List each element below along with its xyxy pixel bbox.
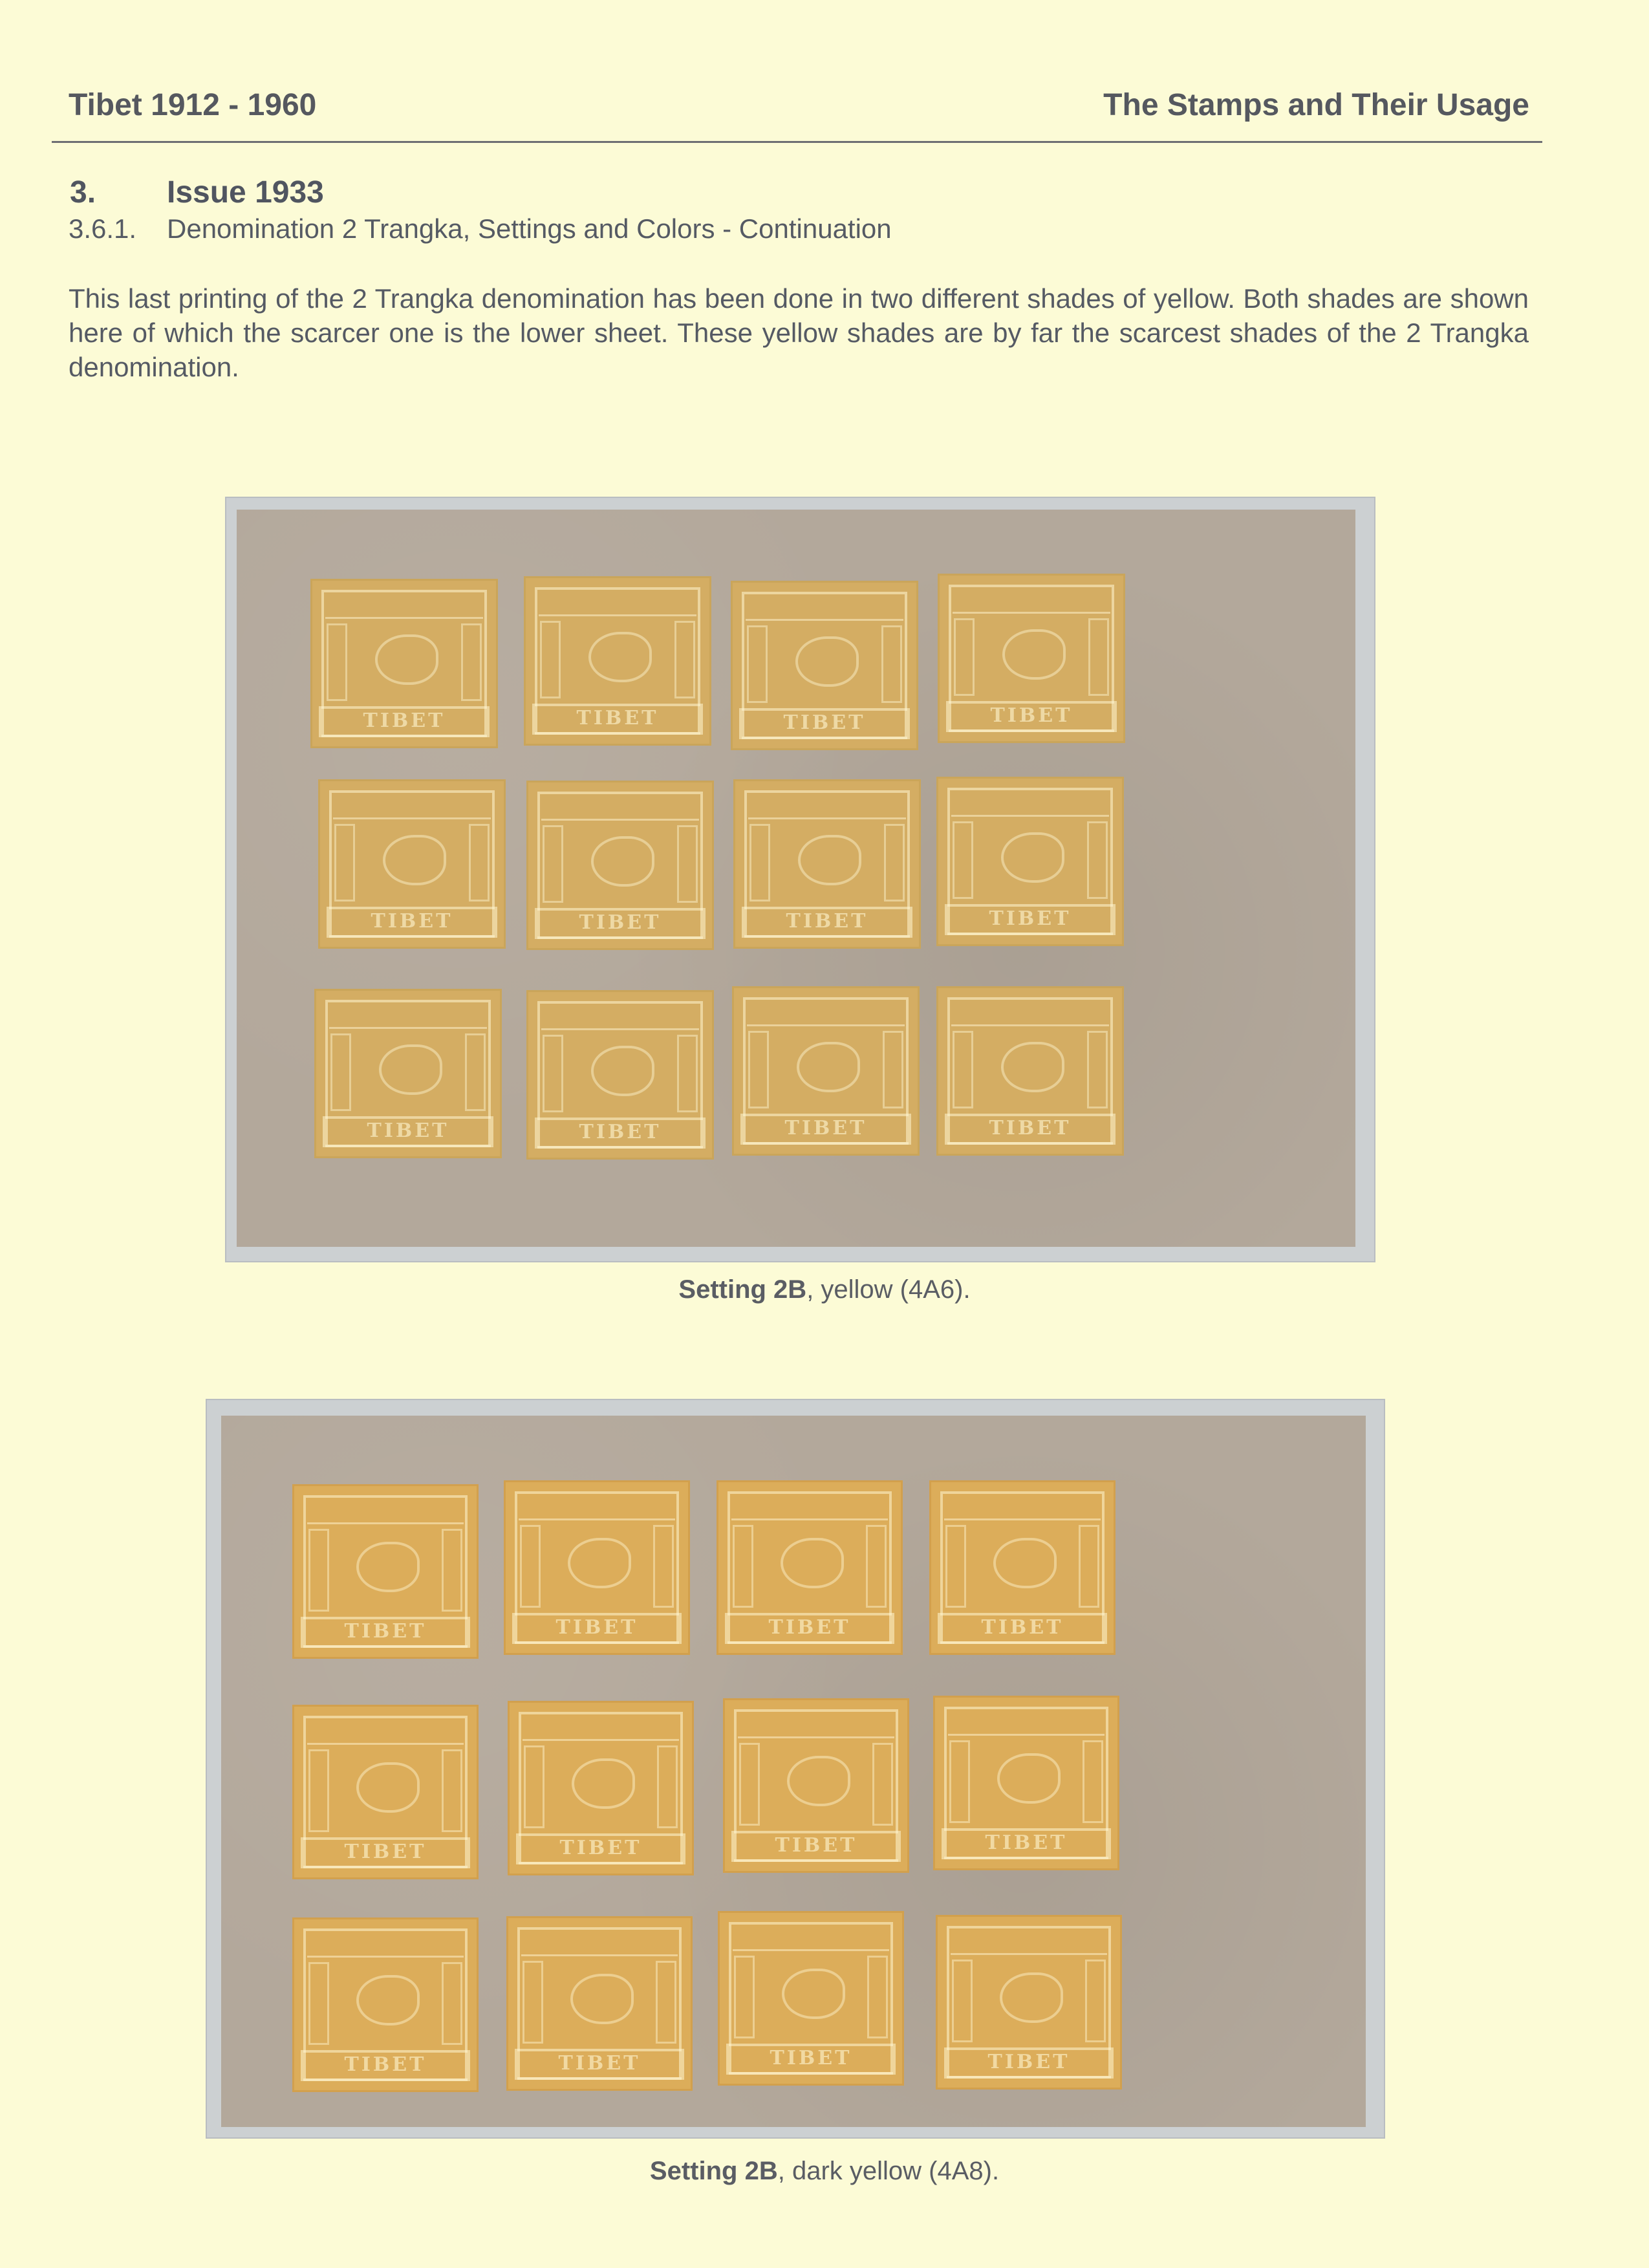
stamp-side-panel — [461, 623, 482, 701]
stamp-inscription-band — [307, 1721, 464, 1745]
stamp-side-panel — [543, 825, 563, 903]
stamp-side-panel — [543, 1035, 563, 1112]
stamp-tibet-label: TIBET — [726, 2044, 896, 2075]
stamp-side-panel — [308, 1749, 329, 1832]
stamp — [717, 1480, 903, 1655]
caption-color: , dark yellow (4A8). — [777, 2157, 1000, 2185]
stamp-inscription-band — [747, 1002, 905, 1026]
stamp-side-panel — [1083, 1740, 1103, 1823]
snow-lion-icon — [591, 836, 654, 887]
snow-lion-icon — [356, 1542, 420, 1592]
stamp-side-panel — [734, 1956, 755, 2038]
stamp-inscription-band — [953, 590, 1110, 614]
stamp-side-panel — [677, 1035, 698, 1112]
stamp-side-panel — [1079, 1525, 1099, 1608]
stamp-side-panel — [1085, 1960, 1106, 2042]
stamp-side-panel — [747, 625, 768, 703]
stamp-sheet-yellow — [226, 498, 1374, 1261]
stamp-inscription-band — [307, 1934, 464, 1958]
stamp-side-panel — [954, 618, 975, 696]
stamp-tibet-label: TIBET — [945, 1114, 1116, 1145]
caption-setting: Setting 2B — [649, 2157, 778, 2185]
stamp-tibet-label: TIBET — [301, 2050, 470, 2081]
stamp-side-panel — [867, 1956, 888, 2038]
caption-color: , yellow (4A6). — [806, 1275, 971, 1304]
stamp-side-panel — [442, 1529, 462, 1612]
stamp-inscription-band — [541, 797, 699, 821]
snow-lion-icon — [797, 1042, 860, 1092]
stamp-inscription-band — [746, 597, 903, 621]
stamp-tibet-label: TIBET — [946, 701, 1117, 732]
snow-lion-icon — [993, 1538, 1057, 1588]
stamp — [936, 986, 1124, 1156]
snow-lion-icon — [356, 1975, 420, 2025]
stamp-side-panel — [520, 1525, 541, 1608]
stamp-inscription-band — [519, 1496, 675, 1520]
stamp-tibet-label: TIBET — [938, 1613, 1107, 1644]
stamp-tibet-label: TIBET — [725, 1613, 894, 1644]
snow-lion-icon — [1001, 1042, 1064, 1092]
stamp — [938, 574, 1125, 743]
stamp — [318, 779, 506, 949]
stamp-inscription-band — [333, 795, 491, 819]
subsection-heading — [69, 213, 892, 244]
snow-lion-icon — [375, 634, 438, 685]
snow-lion-icon — [781, 1538, 844, 1588]
snow-lion-icon — [997, 1753, 1061, 1804]
stamp-side-panel — [733, 1525, 753, 1608]
snow-lion-icon — [1000, 1972, 1063, 2023]
snow-lion-icon — [356, 1762, 420, 1813]
stamp — [292, 1484, 479, 1659]
stamp — [929, 1480, 1116, 1655]
snow-lion-icon — [1002, 629, 1066, 680]
stamp — [292, 1917, 479, 2092]
stamp-inscription-band — [951, 1931, 1107, 1955]
stamp-side-panel — [308, 1529, 329, 1612]
stamp-tibet-label: TIBET — [301, 1617, 470, 1648]
stamp-tibet-label: TIBET — [516, 1833, 685, 1864]
stamp-tibet-label: TIBET — [532, 704, 703, 735]
stamp-tibet-label: TIBET — [301, 1837, 470, 1868]
stamp-side-panel — [442, 1962, 462, 2045]
header-title-right: The Stamps and Their Usage — [1103, 88, 1529, 122]
stamp-side-panel — [330, 1033, 351, 1111]
snow-lion-icon — [570, 1974, 634, 2024]
stamp-side-panel — [945, 1525, 966, 1608]
stamp-side-panel — [872, 1743, 893, 1826]
stamp-tibet-label: TIBET — [319, 706, 490, 737]
stamp-tibet-label: TIBET — [515, 2049, 684, 2080]
stamp-side-panel — [883, 1031, 903, 1108]
stamp-side-panel — [442, 1749, 462, 1832]
stamp — [718, 1911, 904, 2086]
snow-lion-icon — [383, 835, 446, 885]
snow-lion-icon — [572, 1758, 635, 1809]
stamp-side-panel — [308, 1962, 329, 2045]
stamp-tibet-label: TIBET — [742, 907, 912, 938]
stamp-tibet-label: TIBET — [942, 1828, 1111, 1859]
stamp-inscription-band — [731, 1496, 888, 1520]
stamp-inscription-band — [951, 1002, 1109, 1026]
snow-lion-icon — [795, 636, 859, 687]
stamp-tibet-label: TIBET — [740, 1114, 911, 1145]
stamp-inscription-band — [539, 592, 696, 616]
stamp-side-panel — [884, 824, 905, 902]
stamp-side-panel — [653, 1525, 674, 1608]
snow-lion-icon — [588, 632, 652, 682]
snow-lion-icon — [787, 1756, 850, 1806]
header-title-left: Tibet 1912 - 1960 — [69, 88, 317, 122]
stamp-side-panel — [1088, 618, 1109, 696]
stamp — [526, 990, 714, 1160]
stamp-side-panel — [866, 1525, 887, 1608]
stamp — [292, 1705, 479, 1879]
stamp-tibet-label: TIBET — [739, 708, 910, 739]
sheet-caption-yellow — [0, 1275, 1649, 1304]
subsection-number: 3.6.1. — [69, 213, 137, 244]
stamp — [936, 1915, 1122, 2090]
stamp — [933, 1696, 1119, 1870]
stamp-side-panel — [469, 824, 490, 902]
stamp-side-panel — [465, 1033, 486, 1111]
stamp — [504, 1480, 690, 1655]
stamp — [731, 581, 918, 750]
stamp-side-panel — [656, 1961, 676, 2044]
stamp-tibet-label: TIBET — [535, 1118, 706, 1149]
stamp-inscription-band — [307, 1500, 464, 1524]
stamp-side-panel — [953, 1031, 973, 1108]
stamp-side-panel — [523, 1961, 543, 2044]
stamp — [314, 989, 502, 1158]
intro-paragraph: This last printing of the 2 Trangka denomination has been done in two different shades of yellow. Both shades are shown here of which the scarcer one is the lower sheet. These yellow shades are by far the scarcest shades of the 2 Trangka denomination. — [69, 283, 1529, 382]
stamp-side-panel — [953, 821, 973, 899]
stamp — [732, 986, 920, 1156]
sheet-caption-dark-yellow — [0, 2157, 1649, 2186]
stamp-side-panel — [657, 1745, 678, 1828]
stamp-sheet-dark-yellow — [207, 1400, 1384, 2137]
stamp-side-panel — [334, 824, 355, 902]
stamp-side-panel — [949, 1740, 970, 1823]
stamp-inscription-band — [325, 595, 483, 619]
snow-lion-icon — [591, 1046, 654, 1096]
stamp — [733, 779, 921, 949]
stamp-side-panel — [1087, 821, 1108, 899]
stamp-tibet-label: TIBET — [512, 1613, 682, 1644]
stamp — [936, 777, 1124, 946]
stamp-inscription-band — [951, 793, 1109, 817]
snow-lion-icon — [568, 1538, 631, 1588]
snow-lion-icon — [1001, 832, 1064, 883]
stamp-side-panel — [739, 1743, 760, 1826]
stamp — [526, 781, 714, 950]
stamp-tibet-label: TIBET — [731, 1831, 901, 1862]
stamp-inscription-band — [944, 1496, 1101, 1520]
section-number: 3. — [70, 175, 96, 210]
stamp-side-panel — [677, 825, 698, 903]
snow-lion-icon — [798, 835, 861, 885]
stamp-side-panel — [327, 623, 347, 701]
stamp-side-panel — [524, 1745, 544, 1828]
stamp-inscription-band — [521, 1932, 678, 1956]
stamp-side-panel — [749, 824, 770, 902]
stamp-side-panel — [540, 621, 561, 698]
stamp-tibet-label: TIBET — [945, 904, 1116, 935]
stamp-side-panel — [881, 625, 902, 703]
stamp-tibet-label: TIBET — [944, 2047, 1114, 2079]
stamp-inscription-band — [738, 1714, 894, 1738]
stamp-inscription-band — [948, 1712, 1105, 1736]
stamp-inscription-band — [523, 1717, 679, 1741]
stamp-inscription-band — [748, 795, 906, 819]
stamp — [524, 576, 711, 746]
stamp-inscription-band — [541, 1006, 699, 1030]
stamp-inscription-band — [733, 1927, 889, 1951]
stamp-tibet-label: TIBET — [535, 908, 706, 939]
stamp — [508, 1701, 694, 1875]
stamp-tibet-label: TIBET — [327, 907, 497, 938]
stamp-side-panel — [674, 621, 695, 698]
stamp — [723, 1698, 909, 1873]
header-divider — [52, 141, 1542, 143]
snow-lion-icon — [379, 1044, 442, 1095]
stamp-side-panel — [952, 1960, 973, 2042]
stamp-side-panel — [1087, 1031, 1108, 1108]
caption-setting: Setting 2B — [678, 1275, 807, 1304]
stamp-side-panel — [748, 1031, 769, 1108]
stamp-inscription-band — [329, 1005, 487, 1029]
stamp — [506, 1916, 693, 2091]
stamp — [310, 579, 498, 748]
section-title: Issue 1933 — [167, 175, 324, 210]
snow-lion-icon — [782, 1969, 845, 2019]
stamp-tibet-label: TIBET — [323, 1116, 493, 1147]
subsection-title: Denomination 2 Trangka, Settings and Colors - Continuation — [167, 213, 892, 244]
